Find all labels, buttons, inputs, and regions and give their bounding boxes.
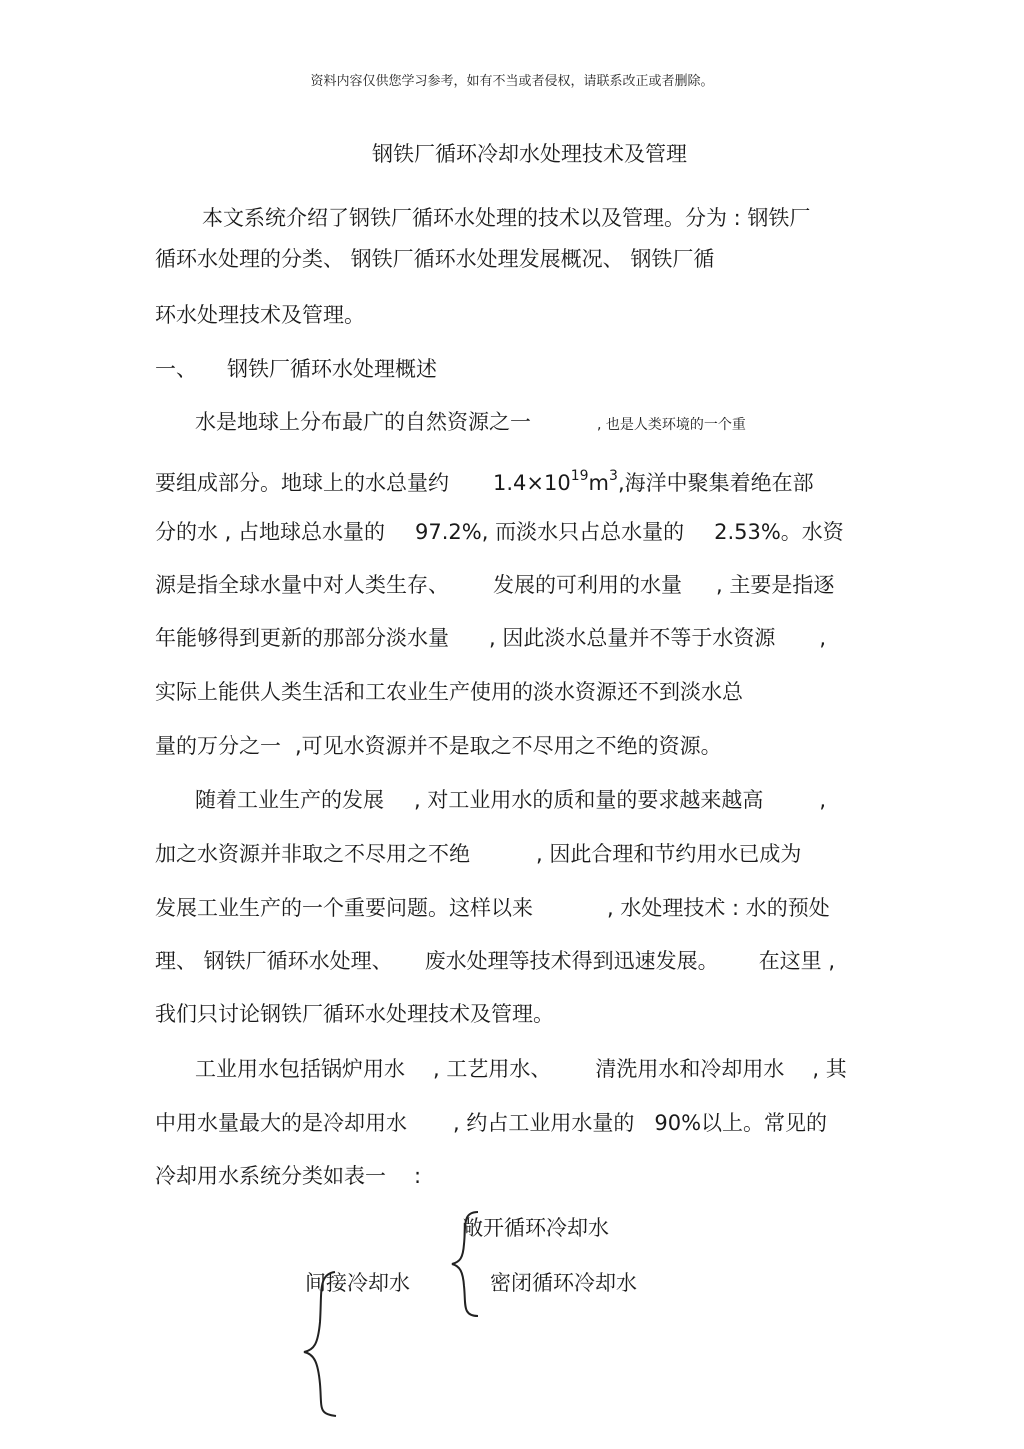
unit-exponent: 3 [609,468,618,484]
p3-text: , 工艺用水、 [433,1057,552,1081]
p2-text: , 对工业用水的质和量的要求越来越高 [414,788,764,812]
p3-text: 工业用水包括锅炉用水 [195,1057,405,1081]
p1-text: , 因此淡水总量并不等于水资源 [489,626,776,650]
p2-text: , [819,788,827,812]
p2-text: , 因此合理和节约用水已成为 [536,842,802,866]
p1-line-6: 实际上能供人类生活和工农业生产使用的淡水资源还不到淡水总 [155,680,743,704]
p1-text: 2.53%。水资 [714,520,844,544]
section-number: 一、 [155,357,197,381]
abstract-line-2: 循环水处理的分类、 钢铁厂循环水处理发展概况、 钢铁厂循 [155,247,715,271]
p2-text: , 水处理技术 : 水的预处 [607,896,830,920]
p1-text: , 主要是指逐 [716,573,835,597]
section-title: 钢铁厂循环水处理概述 [227,357,437,381]
p3-text: : [414,1164,422,1188]
p1-text: 发展的可利用的水量 [493,573,682,597]
p1-line-1-tail: , 也是人类环境的一个重 [597,417,746,433]
abstract-line-1: 本文系统介绍了钢铁厂循环水处理的技术以及管理。分为 : 钢铁厂 [202,206,811,230]
p2-text: 随着工业生产的发展 [195,788,384,812]
p3-text: 冷却用水系统分类如表一 [155,1164,386,1188]
p1-text: 分的水 , 占地球总水量的 [155,520,386,544]
p3-text: 90%以上。常见的 [654,1111,828,1135]
p1-text: ,海洋中聚集着绝在部 [617,471,814,495]
brace-large [304,1272,336,1416]
diagram-closed-circulating: 密闭循环冷却水 [490,1271,637,1295]
brace-small [452,1212,478,1316]
diagram-open-circulating: 敞开循环冷却水 [462,1216,609,1240]
p1-text: , [819,626,827,650]
diagram-indirect-cooling: 间接冷却水 [305,1271,410,1295]
p2-text: 在这里 , [758,949,836,973]
page-title: 钢铁厂循环冷却水处理技术及管理 [372,142,687,166]
p2-text: 发展工业生产的一个重要问题。这样以来 [155,896,533,920]
p3-text: 清洗用水和冷却用水 [595,1057,785,1081]
exponent: 19 [570,468,589,484]
p1-text: 年能够得到更新的那部分淡水量 [155,626,449,650]
p2-text: 废水处理等技术得到迅速发展。 [424,949,719,973]
p1-text: 水是地球上分布最广的自然资源之一 [195,410,531,434]
p2-text: 加之水资源并非取之不尽用之不绝 [155,842,470,866]
water-volume: 1.4×10 [493,471,571,495]
p1-text: 97.2%, 而淡水只占总水量的 [415,520,685,544]
p3-text: , 其 [812,1057,847,1081]
p2-text: 理、 钢铁厂循环水处理、 [155,949,393,973]
unit: m [588,471,610,495]
p3-text: , 约占工业用水量的 [453,1111,635,1135]
p3-text: 中用水量最大的是冷却用水 [155,1111,407,1135]
abstract-line-3: 环水处理技术及管理。 [155,303,365,327]
p1-text: 要组成部分。地球上的水总量约 [155,471,449,495]
p1-text: ,可见水资源并不是取之不尽用之不绝的资源。 [295,734,722,758]
p1-text: 源是指全球水量中对人类生存、 [155,573,449,597]
p1-text: 量的万分之一 [155,734,281,758]
p2-line-5: 我们只讨论钢铁厂循环水处理技术及管理。 [155,1002,554,1026]
header-note: 资料内容仅供您学习参考，如有不当或者侵权，请联系改正或者删除。 [310,74,714,89]
